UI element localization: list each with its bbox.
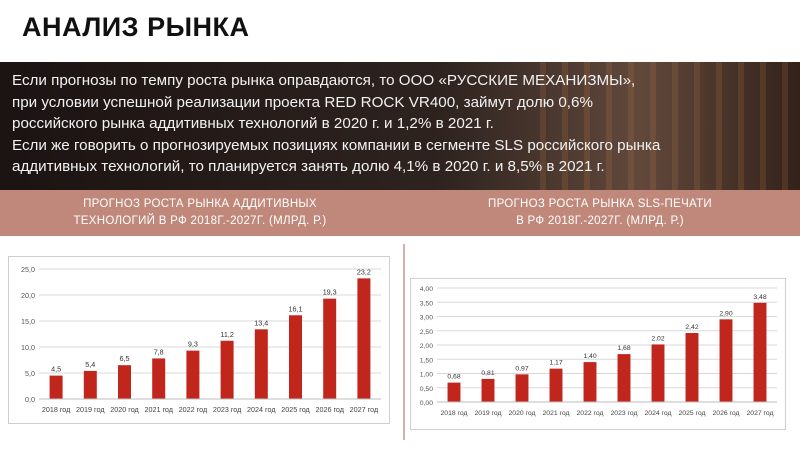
data-label: 2,90 xyxy=(719,310,733,318)
data-label: 23,2 xyxy=(356,267,371,277)
chart-caption-sls xyxy=(410,196,790,230)
bar xyxy=(686,333,699,402)
bar xyxy=(584,362,597,402)
bar xyxy=(50,376,63,399)
y-tick-label: 25,0 xyxy=(21,265,35,274)
data-label: 0,68 xyxy=(447,373,461,381)
x-tick-label: 2026 год xyxy=(315,405,344,414)
data-label: 7,8 xyxy=(153,347,164,357)
y-tick-label: 4,00 xyxy=(419,286,433,293)
data-label: 1,68 xyxy=(617,345,631,353)
caption-line: ПРОГНОЗ РОСТА РЫНКА SLS-ПЕЧАТИ xyxy=(488,198,712,210)
data-label: 1,17 xyxy=(549,359,563,367)
x-tick-label: 2021 год xyxy=(542,410,570,417)
bar xyxy=(754,303,767,402)
x-tick-label: 2027 год xyxy=(746,410,774,417)
y-tick-label: 3,00 xyxy=(419,314,433,322)
y-tick-label: 5,0 xyxy=(25,369,35,378)
x-tick-label: 2020 год xyxy=(508,410,536,417)
x-tick-label: 2025 год xyxy=(678,410,706,417)
y-tick-label: 1,00 xyxy=(419,371,433,379)
description-line: Если прогнозы по темпу роста рынка оправдаются, то ООО «РУССКИЕ МЕХАНИЗМЫ», xyxy=(12,72,636,89)
bar xyxy=(186,351,199,399)
slide-title: АНАЛИЗ РЫНКА xyxy=(22,12,250,42)
bar xyxy=(221,341,234,399)
data-label: 16,1 xyxy=(288,304,303,314)
bar xyxy=(152,358,165,399)
x-tick-label: 2027 год xyxy=(349,405,379,414)
bar xyxy=(720,319,733,402)
y-tick-label: 0,0 xyxy=(25,395,35,404)
y-tick-label: 2,50 xyxy=(419,328,433,336)
description-line: при условии успешной реализации проекта RED ROCK VR400, займут долю 0,6% xyxy=(12,93,593,111)
data-label: 4,5 xyxy=(51,364,62,374)
data-label: 2,02 xyxy=(651,335,665,343)
bar-chart-additive xyxy=(9,257,389,423)
data-label: 5,4 xyxy=(85,359,96,369)
data-label: 2,42 xyxy=(685,324,699,332)
data-label: 1,40 xyxy=(583,353,597,361)
divider xyxy=(403,244,405,440)
chart-caption-additive xyxy=(10,196,390,230)
data-label: 11,2 xyxy=(220,329,234,339)
bar xyxy=(323,299,336,399)
data-label: 9,3 xyxy=(187,339,198,349)
x-tick-label: 2018 год xyxy=(41,405,71,414)
x-tick-label: 2022 год xyxy=(178,405,208,414)
y-tick-label: 0,50 xyxy=(419,385,433,393)
bar xyxy=(255,329,268,399)
bar xyxy=(357,278,370,399)
x-tick-label: 2021 год xyxy=(144,405,173,414)
data-label: 0,97 xyxy=(515,365,529,373)
y-tick-label: 20,0 xyxy=(21,291,35,300)
x-tick-label: 2026 год xyxy=(712,410,740,417)
description-line: аддитивных технологий, то планируется занять долю 4,1% в 2020 г. и 8,5% в 2021 г. xyxy=(12,158,605,175)
data-label: 3,48 xyxy=(753,293,767,301)
y-tick-label: 10,0 xyxy=(21,343,35,352)
x-tick-label: 2025 год xyxy=(281,405,310,414)
x-tick-label: 2022 год xyxy=(576,410,604,417)
bar-chart-sls xyxy=(411,279,785,429)
bar xyxy=(482,379,495,402)
bar xyxy=(618,354,631,402)
caption-line: ТЕХНОЛОГИЙ В РФ 2018Г.-2027Г. (МЛРД. Р.) xyxy=(73,215,327,227)
x-tick-label: 2023 год xyxy=(610,410,638,417)
data-label: 6,5 xyxy=(119,354,130,364)
chart-panel-sls xyxy=(410,278,786,430)
data-label: 13,4 xyxy=(254,318,269,328)
description-panel xyxy=(0,62,800,190)
bar xyxy=(448,383,461,402)
x-tick-label: 2019 год xyxy=(474,410,502,417)
bar xyxy=(652,344,665,402)
x-tick-label: 2024 год xyxy=(644,410,672,417)
y-tick-label: 15,0 xyxy=(21,317,35,326)
bar xyxy=(289,315,302,399)
bar xyxy=(118,365,131,399)
x-tick-label: 2018 год xyxy=(440,410,468,417)
x-tick-label: 2023 год xyxy=(212,405,242,414)
x-tick-label: 2020 год xyxy=(110,405,139,414)
chart-panel-additive xyxy=(8,256,390,424)
y-tick-label: 0,00 xyxy=(419,400,433,407)
y-tick-label: 2,00 xyxy=(419,343,433,350)
x-tick-label: 2024 год xyxy=(247,405,276,414)
bar xyxy=(550,369,563,402)
data-label: 0,81 xyxy=(481,369,495,377)
y-tick-label: 1,50 xyxy=(419,357,433,365)
caption-line: ПРОГНОЗ РОСТА РЫНКА АДДИТИВНЫХ xyxy=(83,198,317,210)
description-line: российского рынка аддитивных технологий в 2020 г. и 1,2% в 2021 г. xyxy=(12,115,494,132)
description-line: Если же говорить о прогнозируемых позициях компании в сегменте SLS российского рынка xyxy=(12,136,661,154)
caption-line: В РФ 2018Г.-2027Г. (МЛРД. Р.) xyxy=(516,215,684,227)
bar xyxy=(84,371,97,399)
y-tick-label: 3,50 xyxy=(419,300,433,308)
data-label: 19,3 xyxy=(322,287,337,297)
bar xyxy=(516,374,529,402)
x-tick-label: 2019 год xyxy=(76,405,105,414)
